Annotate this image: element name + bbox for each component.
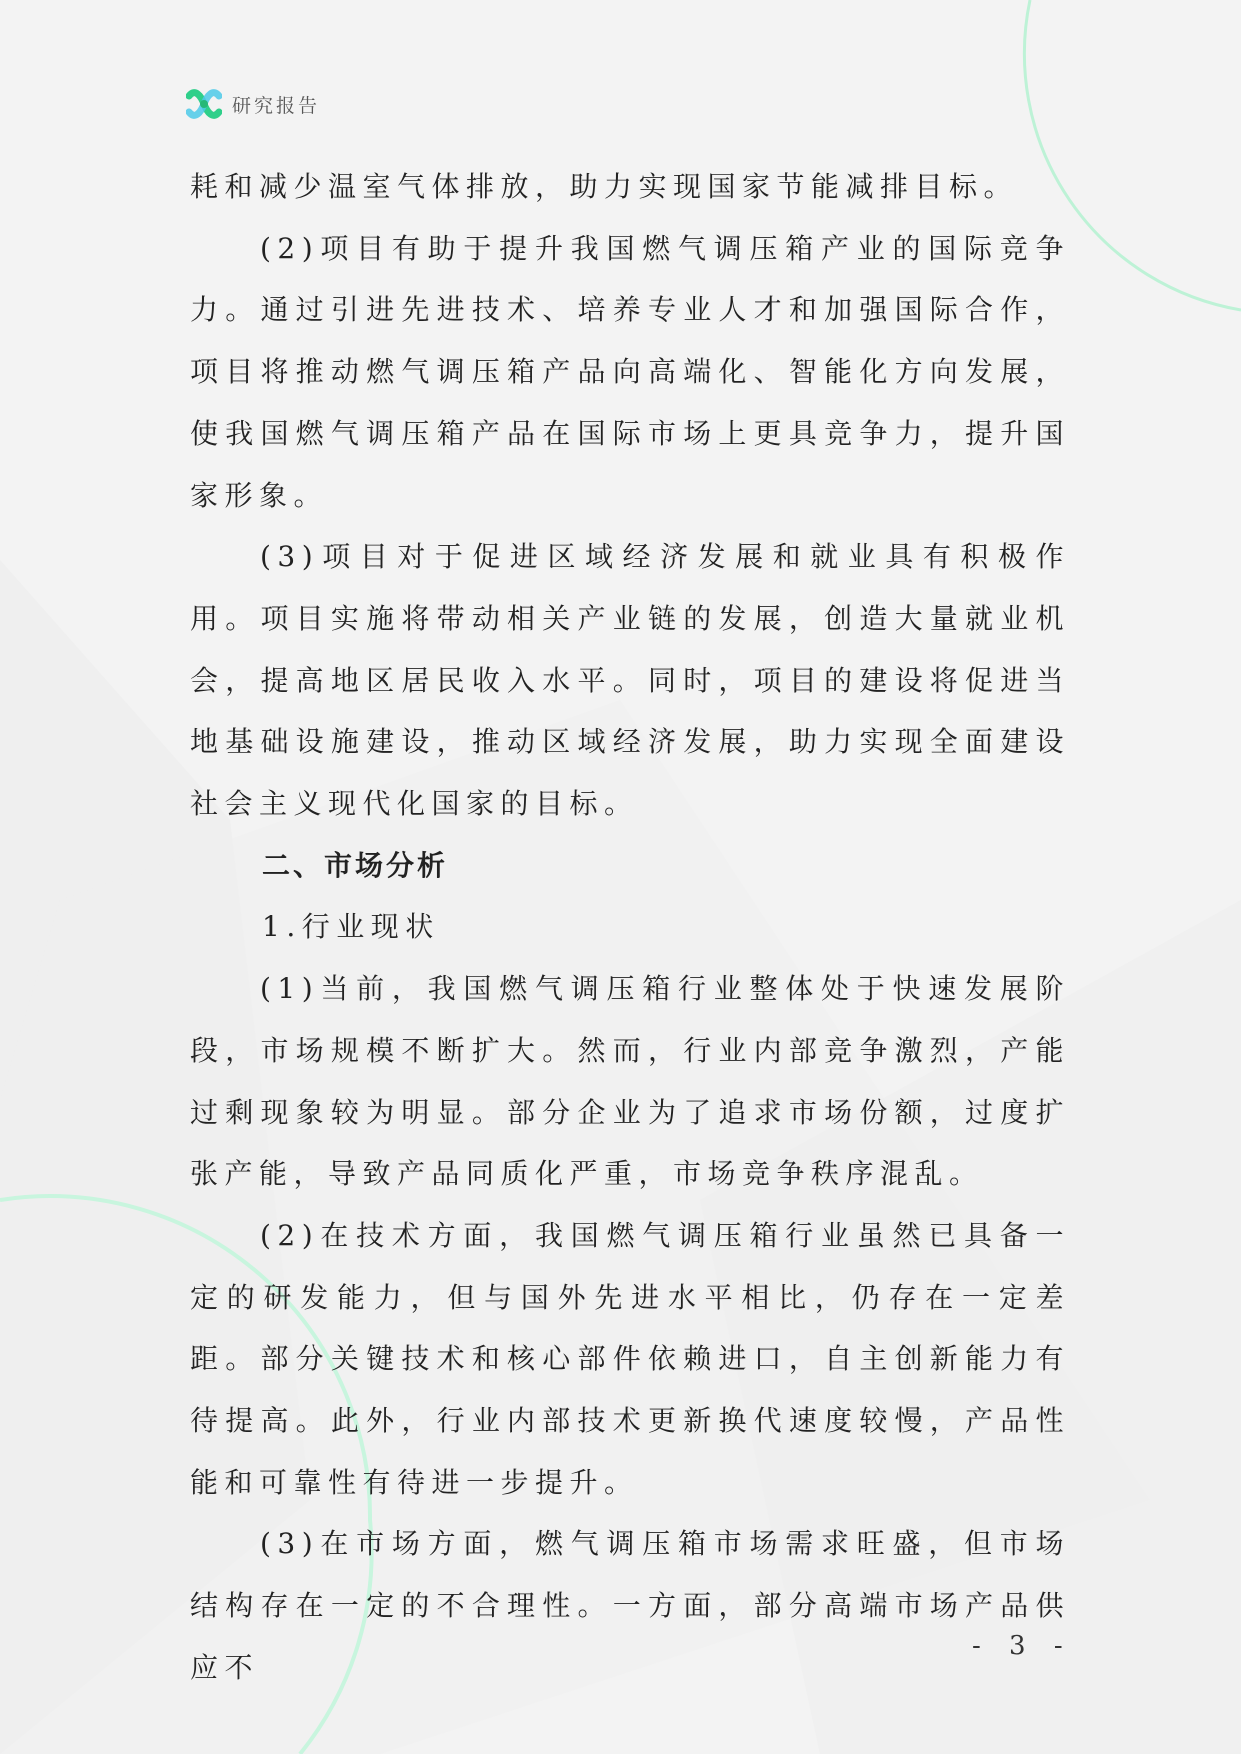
- logo-mark-icon: [186, 86, 222, 122]
- section-heading: 二、市场分析: [262, 848, 449, 882]
- paragraph: (3)在市场方面，燃气调压箱市场需求旺盛，但市场结构存在一定的不合理性。一方面，部分高端市场产品供应不: [190, 1527, 1070, 1684]
- paragraph: (2)在技术方面，我国燃气调压箱行业虽然已具备一定的研发能力，但与国外先进水平相比，仍存在一定差距。部分关键技术和核心部件依赖进口，自主创新能力有待提高。此外，行业内部技术更新换代速度较慢，产品性能和可靠性有待进一步提升。: [190, 1218, 1070, 1499]
- page-number: - 3 -: [972, 1631, 1073, 1661]
- paragraph: (3)项目对于促进区域经济发展和就业具有积极作用。项目实施将带动相关产业链的发展，创造大量就业机会，提高地区居民收入水平。同时，项目的建设将促进当地基础设施建设，推动区域经济发展，助力实现全面建设社会主义现代化国家的目标。: [190, 540, 1070, 821]
- paragraph-continued: 耗和减少温室气体排放，助力实现国家节能减排目标。: [190, 170, 1019, 203]
- header-title: 研究报告: [232, 94, 321, 117]
- paragraph: (2)项目有助于提升我国燃气调压箱产业的国际竞争力。通过引进先进技术、培养专业人才和加强国际合作，项目将推动燃气调压箱产品向高端化、智能化方向发展，使我国燃气调压箱产品在国际市场上更具竞争力，提升国家形象。: [190, 231, 1070, 512]
- report-header: [186, 86, 320, 122]
- paragraph: (1)当前，我国燃气调压箱行业整体处于快速发展阶段，市场规模不断扩大。然而，行业内部竞争激烈，产能过剩现象较为明显。部分企业为了追求市场份额，过度扩张产能，导致产品同质化严重，市场竞争秩序混乱。: [190, 972, 1070, 1191]
- subsection-heading: 1.行业现状: [262, 910, 440, 944]
- document-body: [190, 156, 1070, 1699]
